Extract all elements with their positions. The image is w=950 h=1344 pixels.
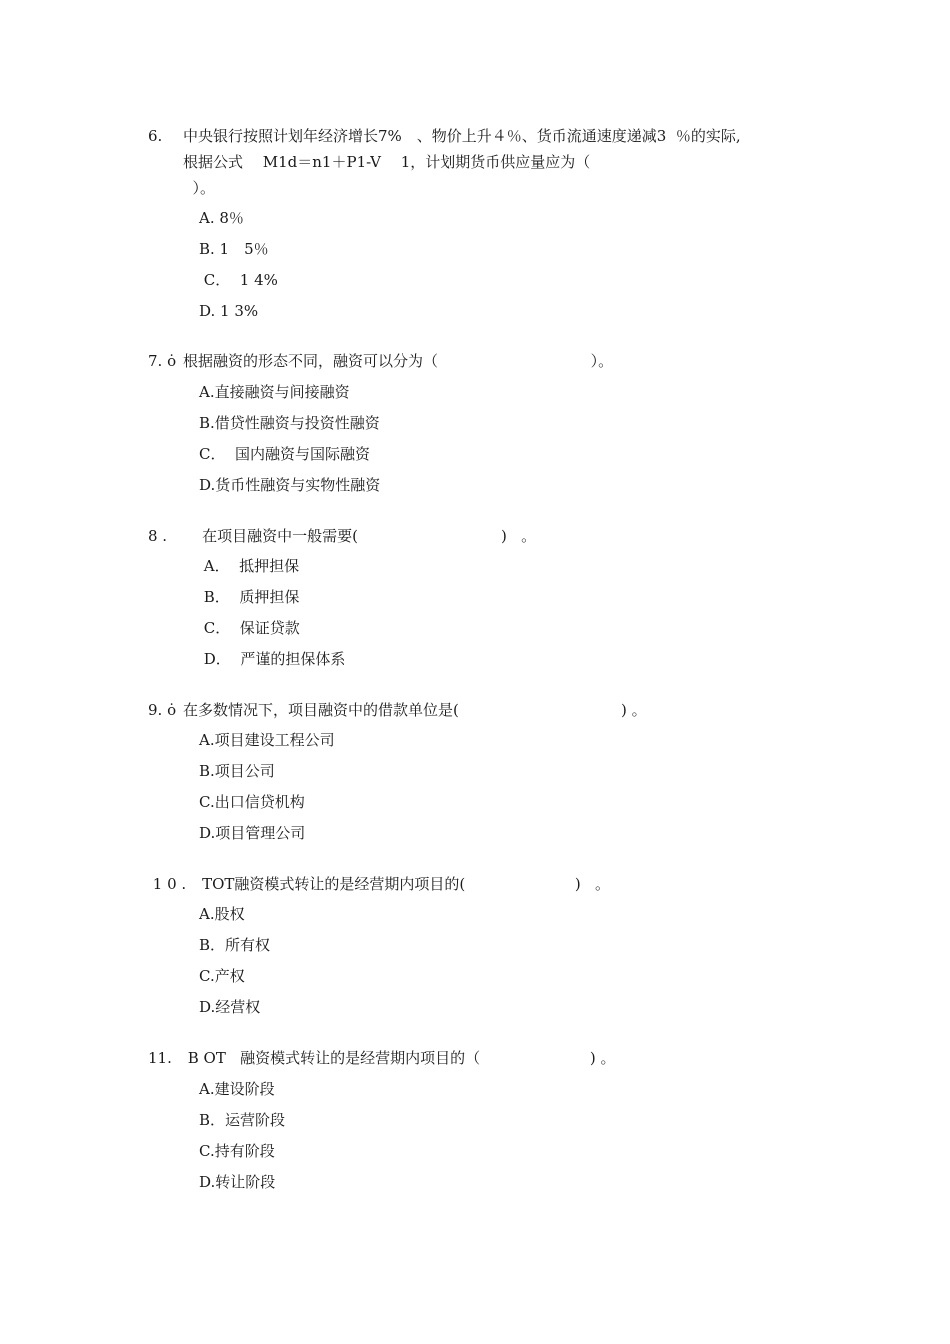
question-number: 9. ȯ [148, 701, 177, 719]
option-c: C.持有阶段 [199, 1142, 275, 1160]
option-a: A.建设阶段 [199, 1080, 275, 1098]
option-b: B.借贷性融资与投资性融资 [199, 414, 380, 432]
option-a: A． 抵押担保 [199, 557, 300, 575]
question-text: 在多数情况下，项目融资中的借款单位是( ) 。 [183, 701, 647, 719]
option-b: B.项目公司 [199, 762, 275, 780]
question-number: 11. [148, 1049, 172, 1067]
question-number: 8 . [148, 527, 168, 545]
option-d: D.经营权 [199, 998, 261, 1016]
option-a: A.项目建设工程公司 [199, 731, 335, 749]
question-text: TOT融资模式转让的是经营期内项目的( ) 。 [183, 875, 611, 893]
option-d: D． 严谨的担保体系 [199, 650, 346, 668]
option-c: C． 保证贷款 [199, 619, 300, 637]
question-text: 在项目融资中一般需要( ) 。 [183, 527, 537, 545]
question-text: 根据融资的形态不同，融资可以分为（ ）。 [183, 352, 614, 370]
question-number: 1 0 . [148, 875, 187, 893]
question-number: 7. ȯ [148, 352, 177, 370]
option-d: D. 1 3% [199, 302, 259, 320]
question-text: 中央银行按照计划年经济增长7% 、物价上升４％、货币流通速度递减3 ％的实际, [183, 127, 741, 145]
option-b: B． 质押担保 [199, 588, 300, 606]
option-d: D.货币性融资与实物性融资 [199, 476, 381, 494]
option-d: D.项目管理公司 [199, 824, 306, 842]
question-text: 根据公式 M1d＝n1＋P1-V 1，计划期货币供应量应为（ [183, 153, 591, 171]
option-c: C.出口信贷机构 [199, 793, 305, 811]
question-text: B OT 融资模式转让的是经营期内项目的（ ) 。 [183, 1049, 616, 1067]
option-c: C． 1 4% [199, 271, 278, 289]
option-c: C.产权 [199, 967, 245, 985]
option-a: A.直接融资与间接融资 [199, 383, 350, 401]
option-a: A. 8％ [199, 209, 244, 227]
option-b: B．运营阶段 [199, 1111, 286, 1129]
option-b: B. 1 5％ [199, 240, 269, 258]
option-b: B．所有权 [199, 936, 271, 954]
question-text: ）。 [183, 179, 216, 197]
option-d: D.转让阶段 [199, 1173, 276, 1191]
option-a: A.股权 [199, 905, 245, 923]
question-number: 6. [148, 127, 163, 145]
option-c: C． 国内融资与国际融资 [199, 445, 371, 463]
